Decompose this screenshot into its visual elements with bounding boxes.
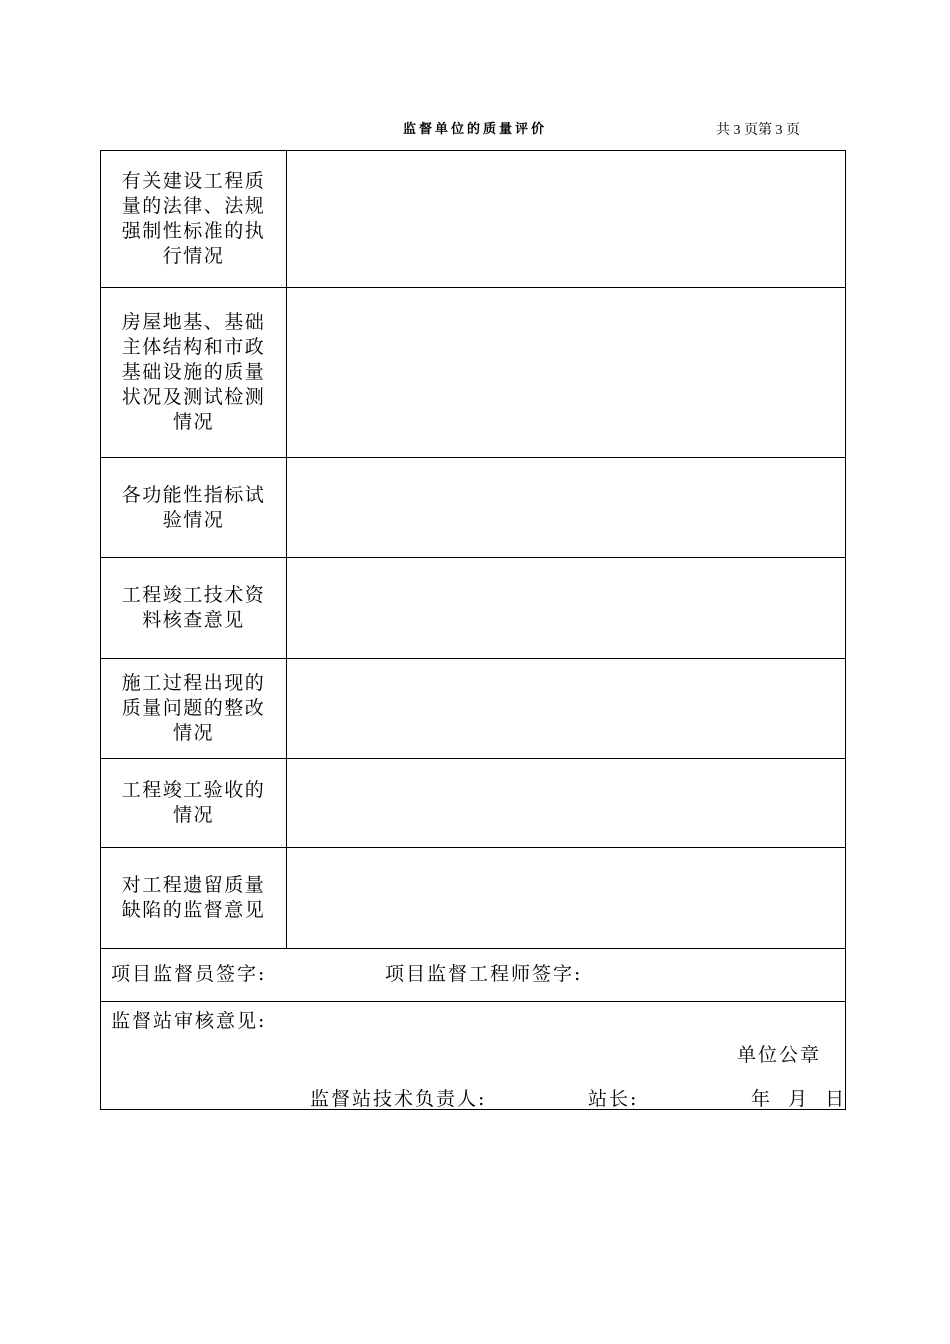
row-value-cell[interactable] [287,151,845,287]
table-row [101,151,845,288]
supervisor-signature-label: 项目监督员签字: [111,963,267,985]
row-label-cell [101,759,287,847]
date-label: 年 月 日 [751,1088,847,1110]
row-label: 工程竣工验收的情况 [121,779,266,826]
row-label: 对工程遗留质量缺陷的监督意见 [121,874,266,921]
table-row [101,288,845,458]
review-section [101,1002,845,1109]
row-label: 有关建设工程质量的法律、法规强制性标准的执行情况 [121,170,266,267]
evaluation-table [100,150,846,1110]
row-label: 各功能性指标试验情况 [121,483,266,531]
director-label: 站长: [588,1088,639,1110]
row-label: 房屋地基、基础主体结构和市政基础设施的质量状况及测试检测情况 [121,311,266,433]
row-label-cell [101,458,287,557]
row-value-cell[interactable] [287,759,845,847]
row-value-cell[interactable] [287,659,845,758]
table-row [101,558,845,659]
page-indicator: 共 3 页第 3 页 [716,123,800,138]
table-row [101,458,845,558]
row-label-cell [101,288,287,457]
signature-row [101,949,845,1002]
row-value-cell[interactable] [287,458,845,557]
table-row [101,659,845,759]
tech-lead-label: 监督站技术负责人: [310,1088,487,1110]
review-opinion-label: 监督站审核意见: [111,1010,267,1032]
engineer-signature-label: 项目监督工程师签字: [385,963,583,985]
table-row [101,848,845,949]
row-label-cell [101,151,287,287]
table-row [101,759,845,848]
row-label-cell [101,659,287,758]
row-label-cell [101,848,287,948]
row-label-cell [101,558,287,658]
row-label: 施工过程出现的质量问题的整改情况 [121,672,266,744]
row-value-cell[interactable] [287,288,845,457]
document-title: 监督单位的质量评价 [402,122,547,137]
row-value-cell[interactable] [287,848,845,948]
unit-seal-label: 单位公章 [737,1044,822,1066]
row-label: 工程竣工技术资料核查意见 [121,584,266,631]
row-value-cell[interactable] [287,558,845,658]
